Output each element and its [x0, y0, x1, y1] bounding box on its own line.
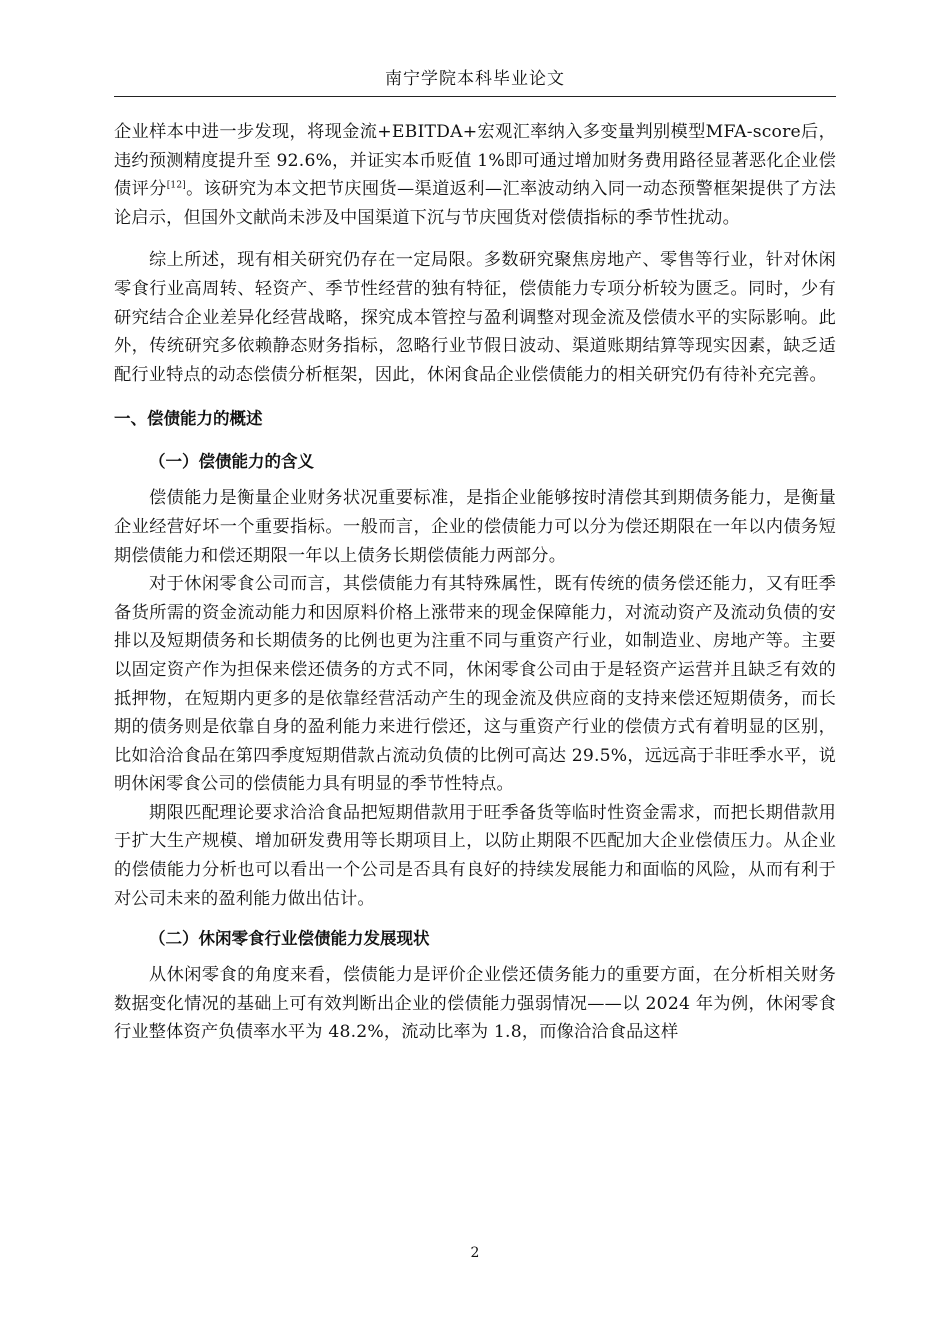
subsection-heading: （二）休闲零食行业偿债能力发展现状: [149, 929, 430, 949]
running-header-title: 南宁学院本科毕业论文: [385, 69, 565, 89]
paragraph-text: 企业样本中进一步发现，将现金流+EBITDA+宏观汇率纳入多变量判别模型MFA-score后，违约预测精度提升至 92.6%，并证实本币贬值 1%即可通过增加财务费用路径显著恶化企业偿债评分: [114, 122, 836, 200]
paragraph-snack-solvency: 对于休闲零食公司而言，其偿债能力有其特殊属性，既有传统的债务偿还能力，又有旺季备货所需的资金流动能力和因原料价格上涨带来的现金保障能力，对流动资产及流动负债的安排以及短期债务和长期债务的比例也更为注重不同与重资产行业，如制造业、房地产等。主要以固定资产作为担保来偿还债务的方式不同，休闲零食公司由于是轻资产运营并且缺乏有效的抵押物，在短期内更多的是依靠经营活动产生的现金流及供应商的支持来偿还短期债务，而长期的债务则是依靠自身的盈利能力来进行偿还，这与重资产行业的偿债方式有着明显的区别，比如洽洽食品在第四季度短期借款占流动负债的比例可高达 29.5%，远远高于非旺季水平，说明休闲零食公司的偿债能力具有明显的季节性特点。: [114, 574, 836, 795]
paragraph-summary: 综上所述，现有相关研究仍存在一定局限。多数研究聚焦房地产、零售等行业，针对休闲零食行业高周转、轻资产、季节性经营的独有特征，偿债能力专项分析较为匮乏。同时，少有研究结合企业差异化经营战略，探究成本管控与盈利调整对现金流及偿债水平的实际影响。此外，传统研究多依赖静态财务指标，忽略行业节假日波动、渠道账期结算等现实因素，缺乏适配行业特点的动态偿债分析框架，因此，休闲食品企业偿债能力的相关研究仍有待补充完善。: [114, 250, 836, 385]
section-heading: 一、偿债能力的概述: [114, 409, 263, 429]
paragraph-gap: [114, 232, 836, 246]
paragraph-literature-continued: [114, 118, 836, 232]
paragraph-maturity-matching: 期限匹配理论要求洽洽食品把短期借款用于旺季备货等临时性资金需求，而把长期借款用于扩大生产规模、增加研发费用等长期项目上，以防止期限不匹配加大企业偿债压力。从企业的偿债能力分析也可以看出一个公司是否具有良好的持续发展能力和面临的风险，从而有利于对公司未来的盈利能力做出估计。: [114, 802, 836, 909]
subsection-heading: （一）偿债能力的含义: [149, 452, 314, 472]
paragraph-industry-status: 从休闲零食的角度来看，偿债能力是评价企业偿还债务能力的重要方面，在分析相关财务数据变化情况的基础上可有效判断出企业的偿债能力强弱情况——以 2024 年为例，休闲零食行业整体资产负债率水平为 48.2%，流动比率为 1.8，而像洽洽食品这样: [114, 965, 836, 1043]
page-number: 2: [470, 1245, 480, 1261]
citation-reference[interactable]: [12]: [166, 180, 186, 191]
paragraph-definition: 偿债能力是衡量企业财务状况重要标准，是指企业能够按时清偿其到期债务能力，是衡量企业经营好坏一个重要指标。一般而言，企业的偿债能力可以分为偿还期限在一年以内债务短期偿债能力和偿还期限一年以上债务长期偿债能力两部分。: [114, 488, 836, 566]
header-rule: [114, 96, 836, 97]
body-text: [114, 118, 836, 1047]
paragraph-text: 。该研究为本文把节庆囤货—渠道返利—汇率波动纳入同一动态预警框架提供了方法论启示，但国外文献尚未涉及中国渠道下沉与节庆囤货对偿债指标的季节性扰动。: [114, 179, 836, 228]
